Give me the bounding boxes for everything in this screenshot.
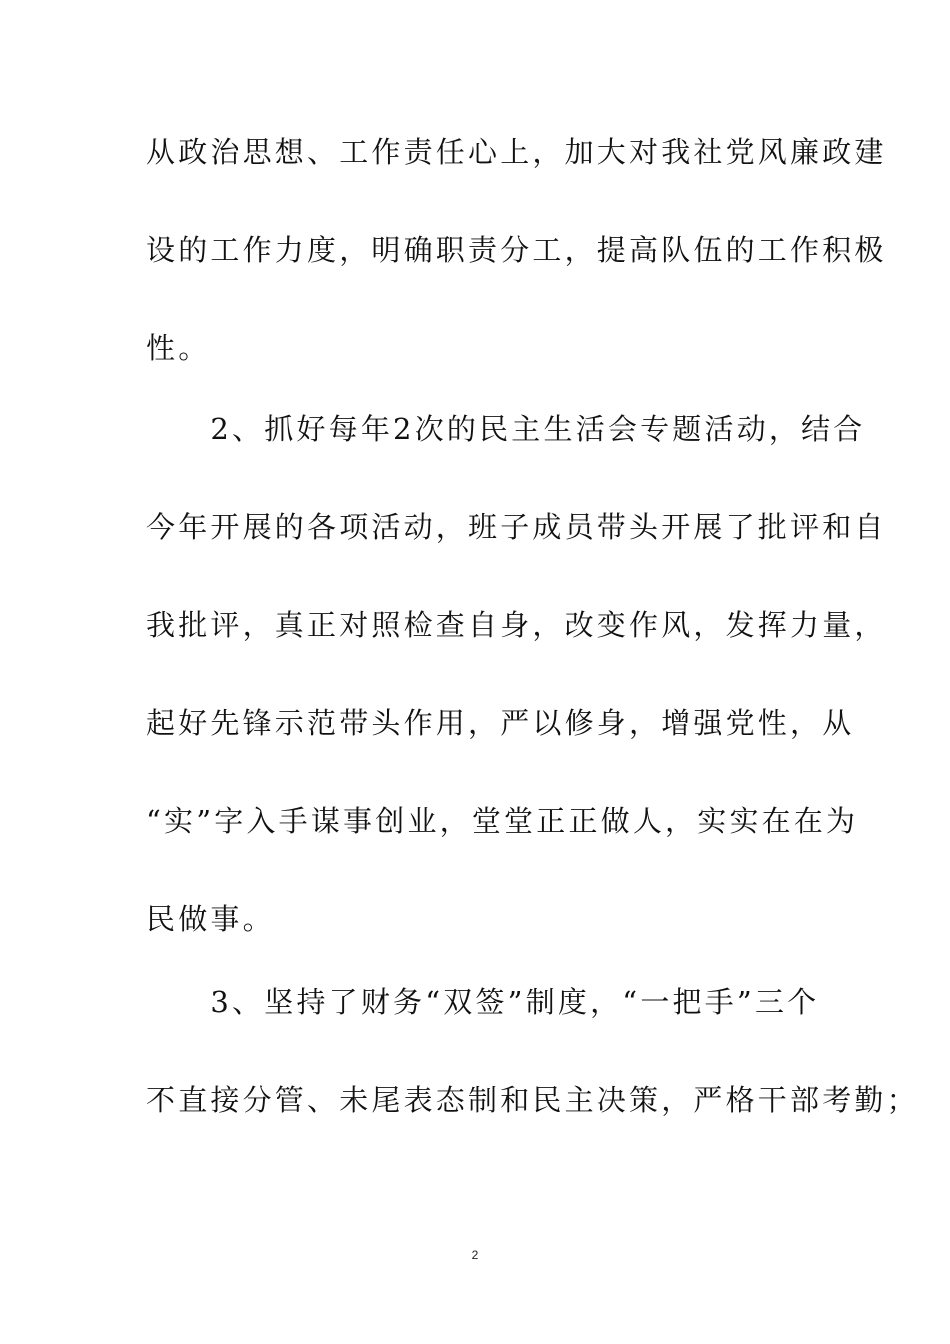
text-line: 从政治思想、工作责任心上，加大对我社党风廉政建 [146, 135, 887, 169]
text-line: 起好先锋示范带头作用，严以修身，增强党性，从 [146, 706, 855, 740]
text-line: 性。 [146, 331, 211, 365]
text-line: 我批评，真正对照检查自身，改变作风，发挥力量， [146, 608, 887, 642]
text-line: 2、抓好每年2次的民主生活会专题活动，结合 [146, 412, 866, 446]
text-line: 民做事。 [146, 902, 275, 936]
text-line: “实”字入手谋事创业，堂堂正正做人，实实在在为 [146, 804, 859, 838]
text-line: 今年开展的各项活动，班子成员带头开展了批评和自 [146, 510, 887, 544]
text-line: 设的工作力度，明确职责分工，提高队伍的工作积极 [146, 233, 887, 267]
text-line: 3、坚持了财务“双签”制度，“一把手”三个 [146, 985, 820, 1019]
text-line: 不直接分管、未尾表态制和民主决策，严格干部考勤； [146, 1083, 919, 1117]
page-number: 2 [471, 1248, 479, 1262]
